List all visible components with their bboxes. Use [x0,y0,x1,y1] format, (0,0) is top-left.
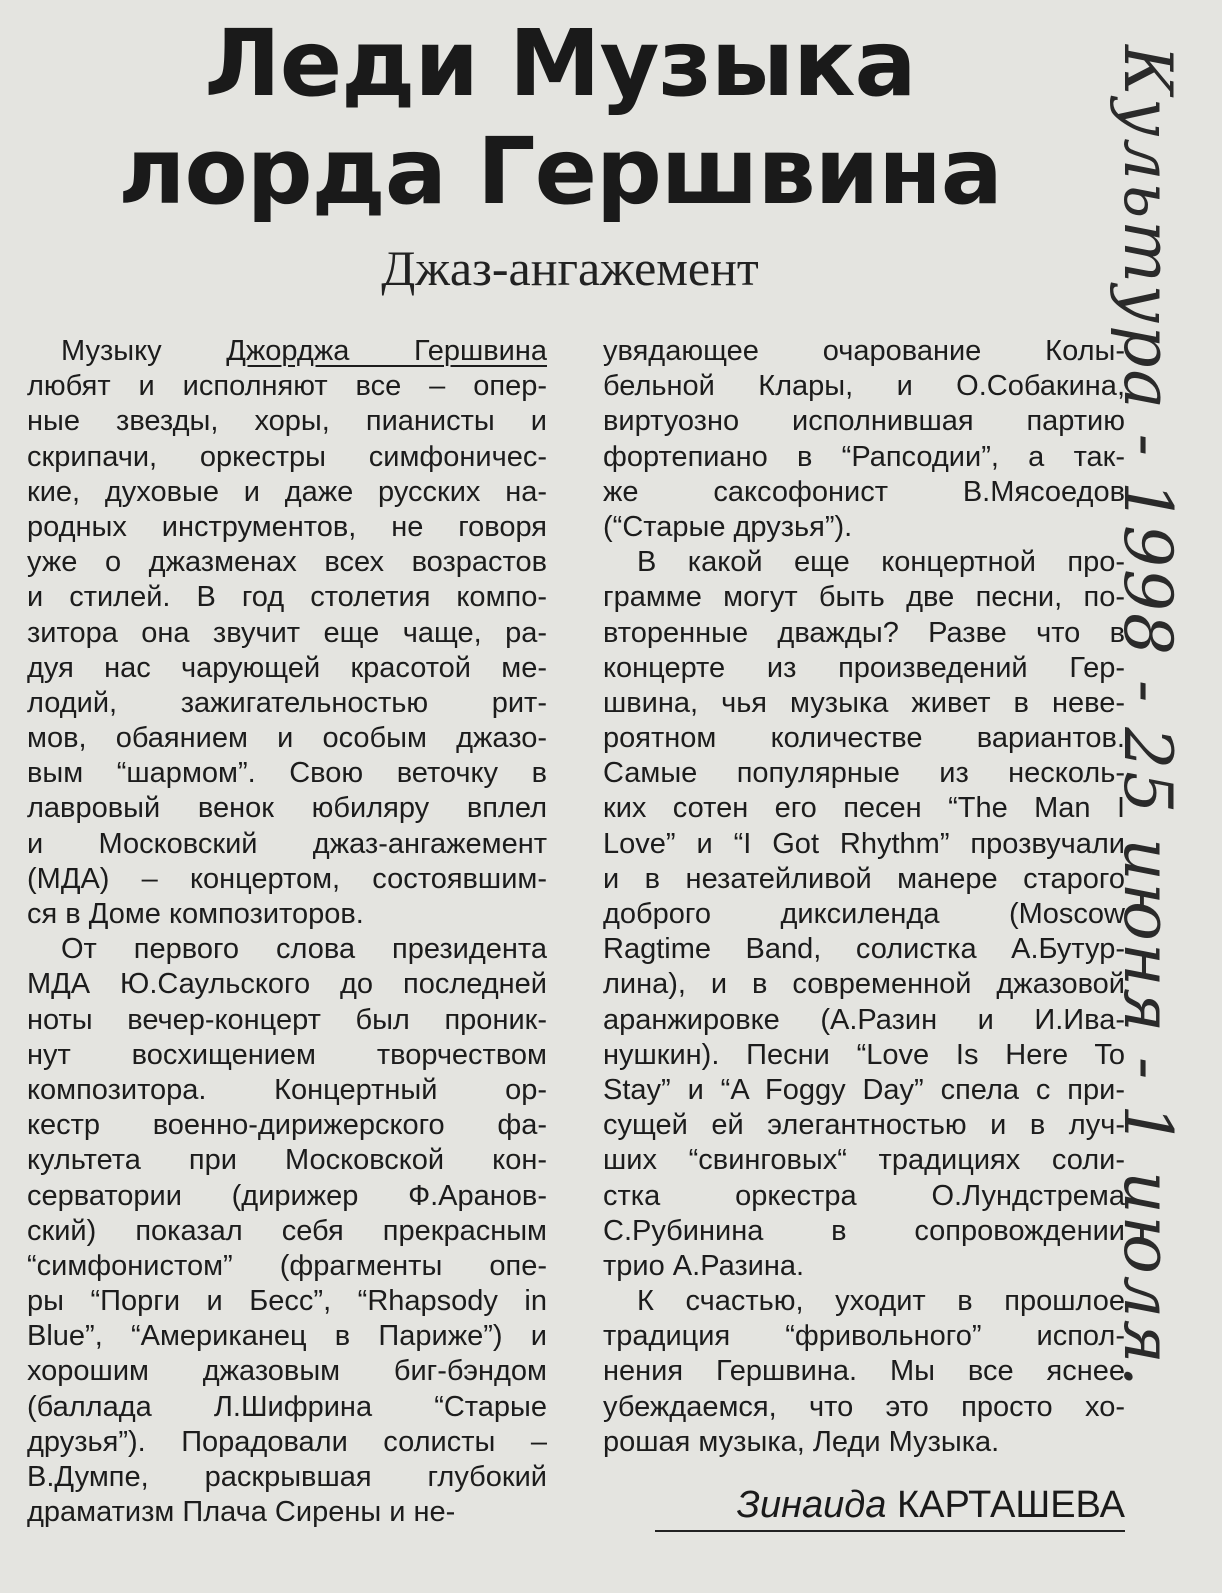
text-line: ры “Порги и Бесс”, “Rhapsody in [27,1285,547,1318]
text-line: “симфонистом” (фрагменты опе- [27,1249,547,1282]
text-line: От первого слова президента [61,933,547,966]
text-line: ких сотен его песен “The Man I [603,792,1125,825]
author-byline [655,1482,1125,1532]
text-line: доброго диксиленда (Moscow [603,898,1125,930]
headline-line-1: Леди Музыка [204,10,916,117]
text-line: В какой еще концертной про- [637,546,1125,579]
text-line: лодий, зажигательностью рит- [27,686,547,719]
text-line: серватории (дирижер Ф.Аранов- [27,1179,547,1212]
text-line: Love” и “I Got Rhythm” прозвучали [603,827,1125,860]
text-line: МДА Ю.Саульского до последней [27,968,547,1001]
text-line: рошая музыка, Леди Музыка. [603,1425,1000,1458]
text-line: В.Думпе, раскрывшая глубокий [27,1461,547,1493]
text-line: скрипачи, оркестры симфоничес- [27,440,547,473]
text-line: убеждаемся, что это просто хо- [603,1390,1125,1423]
text-line: Музыку Джорджа Гершвина [61,335,547,367]
text-line: ные звезды, хоры, пианисты и [27,405,547,438]
text-line: (МДА) – концертом, состоявшим- [27,862,547,895]
text-line: традиция “фривольного” испол- [603,1320,1125,1353]
author-last-name: КАРТАШЕВА [896,1484,1125,1526]
text-line: культета при Московской кон- [27,1144,547,1177]
text-line: дуя нас чарующей красотой ме- [27,651,547,684]
text-line: (баллада Л.Шифрина “Старые [27,1390,547,1423]
article-column-right [603,334,1125,1460]
text-line: и стилей. В год столетия компо- [27,581,547,614]
underlined-name: Джорджа Гершвина [226,335,547,367]
text-line: Ragtime Band, солистка А.Бутур- [603,933,1125,966]
text-line: ноты вечер-концерт был проник- [27,1003,547,1036]
text-line: нушкин). Песни “Love Is Here To [603,1038,1125,1071]
text-line: ших “свинговых“ традициях соли- [603,1144,1125,1177]
text-line: вым “шармом”. Свою веточку в [27,757,547,790]
text-line: швина, чья музыка живет в неве- [603,686,1125,719]
text-line: (“Старые друзья”). [603,510,853,543]
text-line: грамме могут быть две песни, по- [603,581,1125,614]
text-line: фортепиано в “Рапсодии”, а так- [603,440,1125,473]
text-line: виртуозно исполнившая партию [603,405,1125,438]
text-line: сущей ей элегантностью и в луч- [603,1109,1125,1142]
text-line: хорошим джазовым биг-бэндом [27,1355,547,1388]
text-line: же саксофонист В.Мясоедов [603,475,1125,508]
text-line: стка оркестра О.Лундстрема [603,1179,1125,1212]
text-line: лина), и в современной джазовой [603,968,1125,1001]
text-line: кие, духовые и даже русских на- [27,475,547,508]
text-line: уже о джазменах всех возрастов [27,546,547,579]
text-line: мов, обаянием и особым джазо- [27,722,547,755]
text-line: К счастью, уходит в прошлое [637,1285,1125,1318]
headline [60,10,1060,226]
text-line: Stay” и “A Foggy Day” спела с при- [603,1073,1125,1106]
text-line: родных инструментов, не говоря [27,510,547,543]
text-line: ся в Доме композиторов. [27,898,364,930]
text-line: концерте из произведений Гер- [603,651,1125,684]
text-line: вторенные дважды? Разве что в [603,616,1125,649]
text-line: аранжировке (А.Разин и И.Ива- [603,1003,1125,1036]
text-line: лавровый венок юбиляру вплел [27,792,547,825]
text-line: композитора. Концертный ор- [27,1073,547,1106]
text-line: нения Гершвина. Мы все яснее [603,1355,1125,1388]
text-line: зитора она звучит еще чаще, ра- [27,616,547,649]
text-line: роятном количестве вариантов. [603,722,1125,755]
article-column-left [27,334,547,1530]
text-line: и в незатейливой манере старого [603,862,1125,895]
handwritten-date-note: Культура - 1998 - 25 июня - 1 июля. [1109,45,1186,1389]
text-line: С.Рубинина в сопровождении [603,1214,1125,1247]
text-line: драматизм Плача Сирены и не- [27,1496,456,1529]
text-line: друзья”). Порадовали солисты – [27,1425,547,1458]
text-line: кестр военно-дирижерского фа- [27,1109,547,1142]
text-line: Blue”, “Американец в Париже”) и [27,1320,547,1353]
headline-line-2: лорда Гершвина [118,118,1002,225]
text-line: и Московский джаз-ангажемент [27,827,547,860]
author-first-name: Зинаида [736,1484,887,1526]
text-line: бельной Клары, и О.Собакина, [603,370,1125,403]
rubric: Джаз-ангажемент [381,240,759,296]
text-line: нут восхищением творчеством [27,1038,547,1071]
text-line: ский) показал себя прекрасным [27,1214,547,1247]
text-line: Самые популярные из несколь- [603,757,1125,790]
text-line: увядающее очарование Колы- [603,335,1125,367]
text-line: любят и исполняют все – опер- [27,370,547,403]
text-line: трио А.Разина. [603,1249,805,1282]
